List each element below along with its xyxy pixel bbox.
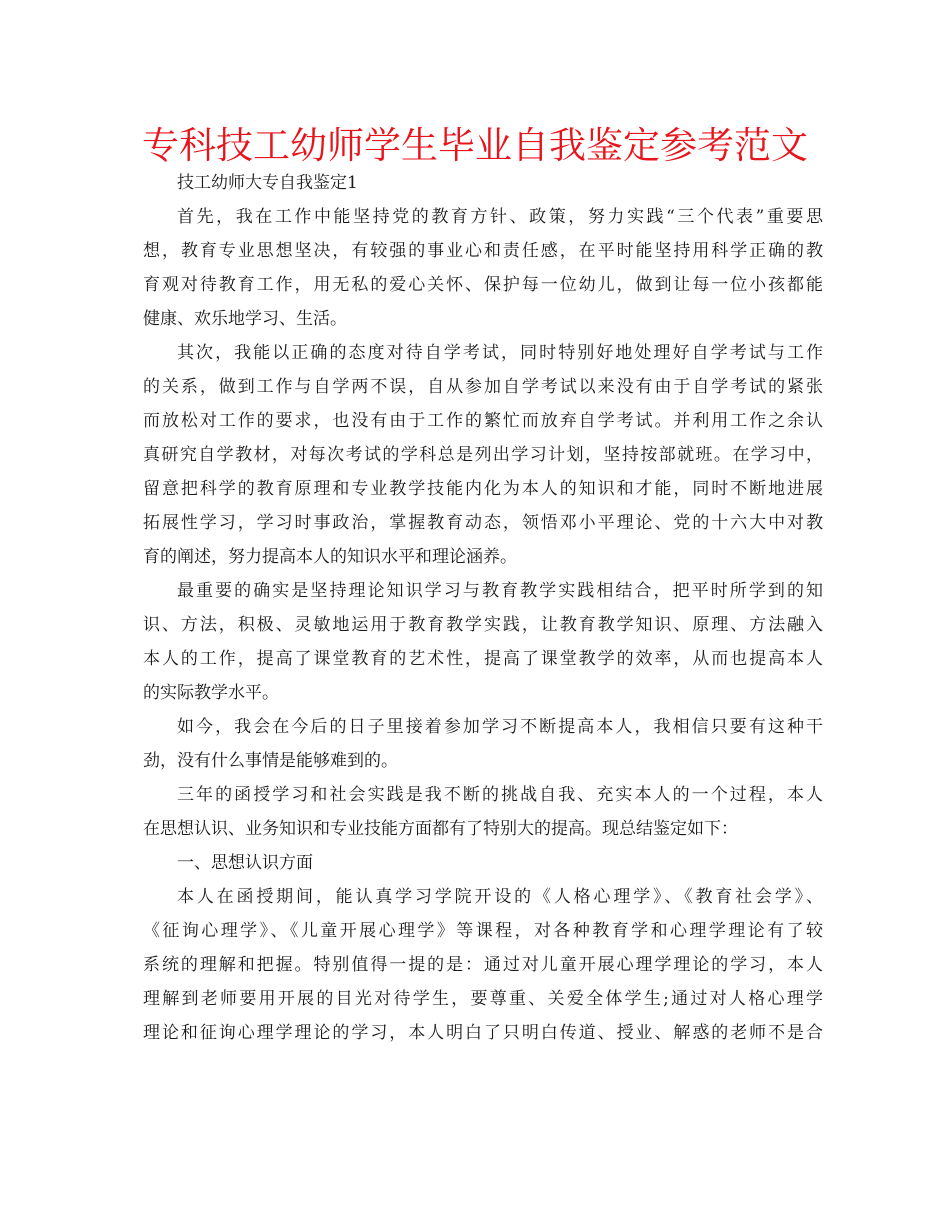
paragraph-line: 拓展性学习，学习时事政治，掌握教育动态，领悟邓小平理论、党的十六大中对教: [143, 513, 823, 533]
paragraph-line: 理论和征询心理学理论的学习，本人明白了只明白传道、授业、解惑的老师不是合: [143, 1023, 823, 1043]
paragraph-line: 本人的工作，提高了课堂教育的艺术性，提高了课堂教学的效率，从而也提高本人: [143, 649, 823, 669]
paragraph-line: 的实际教学水平。: [143, 683, 279, 703]
section-heading-text: 一、思想认识方面: [177, 853, 313, 873]
paragraph-line: 三年的函授学习和社会实践是我不断的挑战自我、充实本人的一个过程，本人: [177, 785, 823, 805]
paragraph-line: 本人在函授期间，能认真学习学院开设的《人格心理学》、《教育社会学》、: [177, 887, 823, 907]
paragraph-7: [143, 880, 823, 1050]
paragraph-line: 《征询心理学》、《儿童开展心理学》等课程，对各种教育学和心理学理论有了较: [143, 921, 823, 941]
paragraph-3: [143, 574, 823, 710]
paragraph-line: 最重要的确实是坚持理论知识学习与教育教学实践相结合，把平时所学到的知: [177, 581, 823, 601]
document-body: [143, 166, 823, 1050]
paragraph-line: 其次，我能以正确的态度对待自学考试，同时特别好地处理好自学考试与工作: [177, 343, 823, 363]
paragraph-line: 育的阐述，努力提高本人的知识水平和理论涵养。: [143, 547, 517, 567]
paragraph-line: 在思想认识、业务知识和专业技能方面都有了特别大的提高。现总结鉴定如下：: [143, 819, 738, 839]
paragraph-line: 留意把科学的教育原理和专业教学技能内化为本人的知识和才能，同时不断地进展: [143, 479, 823, 499]
paragraph-line: 而放松对工作的要求，也没有由于工作的繁忙而放弃自学考试。并利用工作之余认: [143, 411, 823, 431]
paragraph-line: 系统的理解和把握。特别值得一提的是：通过对儿童开展心理学理论的学习，本人: [143, 955, 823, 975]
paragraph-line: 如今，我会在今后的日子里接着参加学习不断提高本人，我相信只要有这种干: [177, 717, 823, 737]
paragraph-4: [143, 710, 823, 778]
paragraph-line: 首先，我在工作中能坚持党的教育方针、政策，努力实践“三个代表”重要思: [177, 207, 823, 227]
paragraph-line: 识、方法，积极、灵敏地运用于教育教学实践，让教育教学知识、原理、方法融入: [143, 615, 823, 635]
paragraph-line: 理解到老师要用开展的目光对待学生，要尊重、关爱全体学生;通过对人格心理学: [143, 989, 823, 1009]
paragraph-line: 的关系，做到工作与自学两不误，自从参加自学考试以来没有由于自学考试的紧张: [143, 377, 823, 397]
paragraph-line: 劲，没有什么事情是能够难到的。: [143, 751, 398, 771]
paragraph-line: 健康、欢乐地学习、生活。: [143, 309, 347, 329]
section-heading: [143, 846, 823, 880]
paragraph-line: 真研究自学教材，对每次考试的学科总是列出学习计划，坚持按部就班。在学习中，: [143, 445, 823, 465]
document-title: 专科技工幼师学生毕业自我鉴定参考范文: [142, 124, 808, 167]
paragraph-1: [143, 200, 823, 336]
document-subtitle: 技工幼师大专自我鉴定1: [177, 173, 358, 193]
paragraph-line: 育观对待教育工作，用无私的爱心关怀、保护每一位幼儿，做到让每一位小孩都能: [143, 275, 823, 295]
paragraph-5: [143, 778, 823, 846]
paragraph-2: [143, 336, 823, 574]
paragraph-line: 想，教育专业思想坚决，有较强的事业心和责任感，在平时能坚持用科学正确的教: [143, 241, 823, 261]
